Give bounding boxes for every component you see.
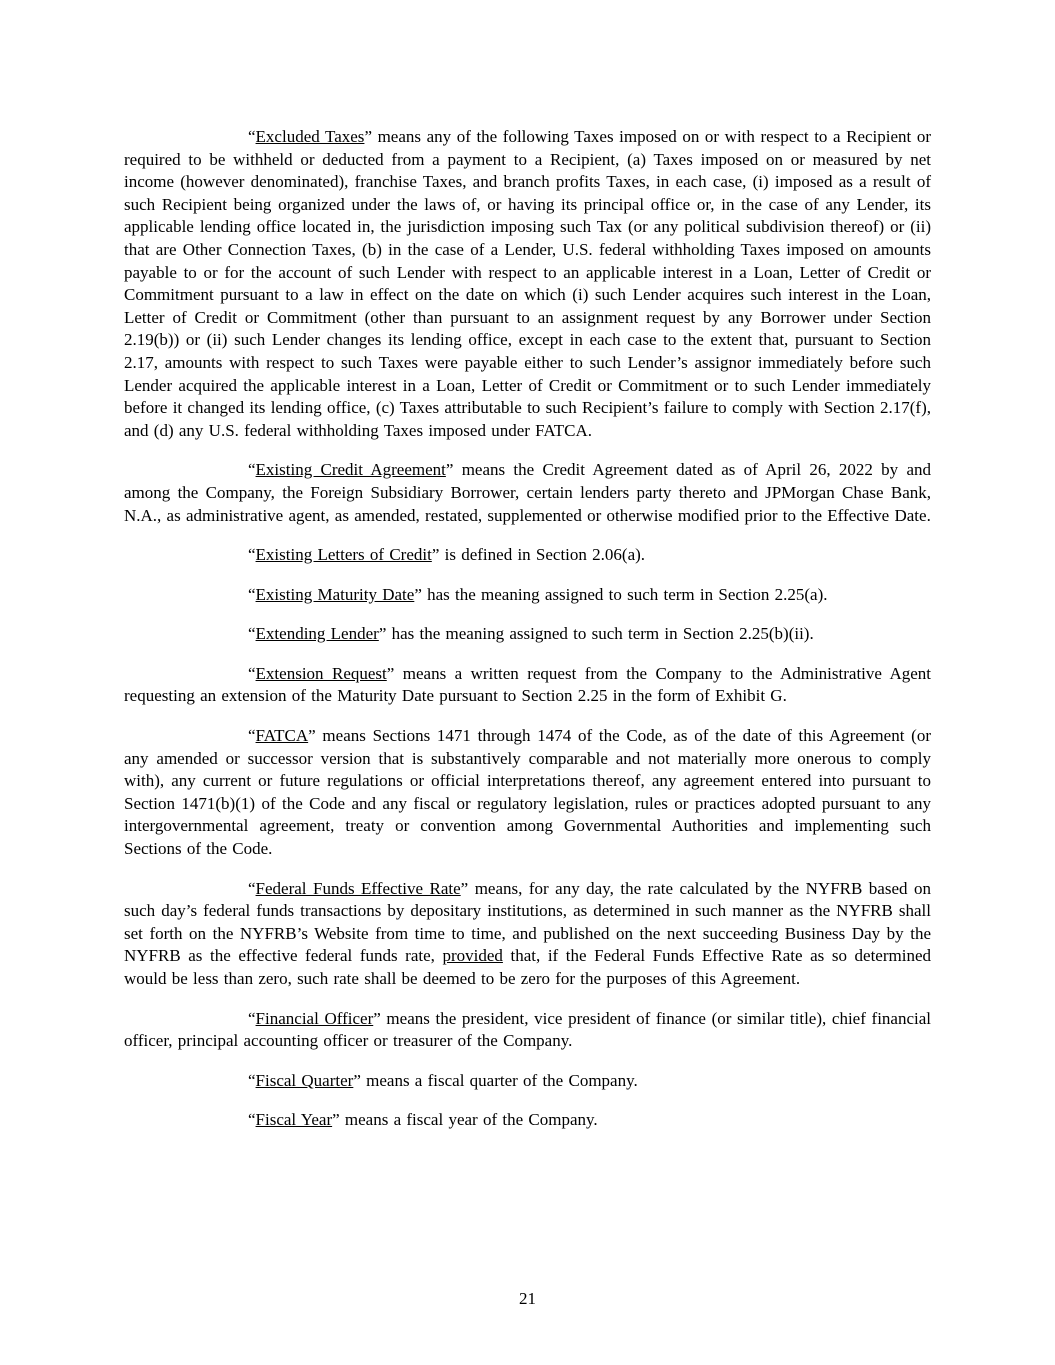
page-number: 21 [519, 1289, 536, 1308]
defined-term: Excluded Taxes [255, 127, 365, 146]
paragraph-text: ” means Sections 1471 through 1474 of the Code, as of the date of this Agreement (or any amended or successor version that is substantively comparable and not materially more onerous to comply with), any current or future regulations or official interpretations thereof, any agreement entered into pursuant to Section 1471(b)(1) of the Code and any fiscal or regulatory legislation, rules or practices adopted pursuant to any intergovernmental agreement, treaty or convention among Governmental Authorities and implementing such Sections of the Code. [124, 726, 931, 859]
paragraph-text: ” has the meaning assigned to such term in Section 2.25(b)(ii). [378, 624, 814, 644]
defined-term: Financial Officer [255, 1008, 374, 1028]
definitions-section [124, 126, 931, 1132]
paragraph-text: “ [248, 1070, 256, 1090]
definition-paragraph [124, 725, 931, 861]
paragraph-text: “ [248, 726, 256, 746]
defined-term: Existing Letters of Credit [255, 545, 432, 565]
defined-term: Extending Lender [255, 624, 379, 644]
defined-term: provided [442, 946, 503, 966]
defined-term: Federal Funds Effective Rate [255, 878, 461, 898]
definition-paragraph [124, 1008, 931, 1053]
paragraph-text: that, if the Federal Funds Effective Rate as so determined would be less than zero, such rate shall be deemed to be zero for the purposes of this Agreement. [124, 946, 931, 988]
paragraph-text: “ [248, 1110, 256, 1130]
paragraph-text: “ [248, 663, 256, 683]
paragraph-text: “ [248, 1008, 256, 1028]
paragraph-text: ” has the meaning assigned to such term in Section 2.25(a). [414, 584, 828, 604]
defined-term: Existing Credit Agreement [255, 460, 446, 480]
definition-paragraph [124, 584, 931, 607]
paragraph-text: “ [248, 878, 256, 898]
defined-term: Fiscal Year [255, 1110, 333, 1130]
defined-term: Existing Maturity Date [255, 584, 415, 604]
paragraph-text: ” means, for any day, the rate calculated by the NYFRB based on such day’s federal funds transactions by depositary institutions, as determined in such manner as the NYFRB shall set forth on the NYFRB’s Website from time to time, and published on the next succeeding Business Day by the NYFRB as the effective federal funds rate, [124, 878, 931, 966]
definition-paragraph [124, 459, 931, 527]
defined-term: Extension Request [255, 663, 387, 683]
paragraph-text: ” means a fiscal quarter of the Company. [353, 1070, 638, 1090]
definition-paragraph [124, 1109, 931, 1132]
paragraph-text: ” means the Credit Agreement dated as of April 26, 2022 by and among the Company, the Foreign Subsidiary Borrower, certain lenders party thereto and JPMorgan Chase Bank, N.A., as administrative agent, as amended, restated, supplemented or otherwise modified prior to the Effective Date. [124, 460, 931, 525]
paragraph-text: ” means a written request from the Company to the Administrative Agent requesting an extension of the Maturity Date pursuant to Section 2.25 in the form of Exhibit G. [124, 663, 931, 706]
paragraph-text: “ [248, 127, 256, 146]
paragraph-text: “ [248, 584, 256, 604]
paragraph-text: ” means the president, vice president of finance (or similar title), chief financial officer, principal accounting officer or treasurer of the Company. [124, 1008, 931, 1051]
paragraph-text: ” is defined in Section 2.06(a). [431, 545, 646, 565]
definition-paragraph [124, 1070, 931, 1093]
paragraph-text: ” means a fiscal year of the Company. [332, 1110, 598, 1130]
paragraph-text: “ [248, 624, 256, 644]
paragraph-text: “ [248, 460, 256, 480]
definition-paragraph [124, 663, 931, 708]
definition-paragraph [124, 126, 931, 442]
definition-paragraph [124, 544, 931, 567]
defined-term: Fiscal Quarter [255, 1070, 354, 1090]
definition-paragraph [124, 623, 931, 646]
definition-paragraph [124, 878, 931, 991]
defined-term: FATCA [255, 726, 309, 746]
paragraph-text: “ [248, 545, 256, 565]
paragraph-text: ” means any of the following Taxes imposed on or with respect to a Recipient or required to be withheld or deducted from a payment to a Recipient, (a) Taxes imposed on or measured by net income (however denominated), franchise Taxes, and branch profits Taxes, in each case, (i) imposed as a result of such Recipient being organized under the laws of, or having its principal office or, in the case of any Lender, its applicable lending office located in, the jurisdiction imposing such Tax (or any political subdivision thereof) or (ii) that are Other Connection Taxes, (b) in the case of a Lender, U.S. federal withholding Taxes imposed on amounts payable to or for the account of such Lender with respect to an applicable interest in a Loan, Letter of Credit or Commitment pursuant to a law in effect on the date on which (i) such Lender acquires such interest in the Loan, Letter of Credit or Commitment (other than pursuant to an assignment request by any Borrower under Section 2.19(b)) or (ii) such Lender changes its lending office, except in each case to the extent that, pursuant to Section 2.17, amounts with respect to such Taxes were payable either to such Lender’s assignor immediately before such Lender acquired the applicable interest in a Loan, Letter of Credit or Commitment or to such Lender immediately before it changed its lending office, (c) Taxes attributable to such Recipient’s failure to comply with Section 2.17(f), and (d) any U.S. federal withholding Taxes imposed under FATCA. [124, 127, 932, 440]
